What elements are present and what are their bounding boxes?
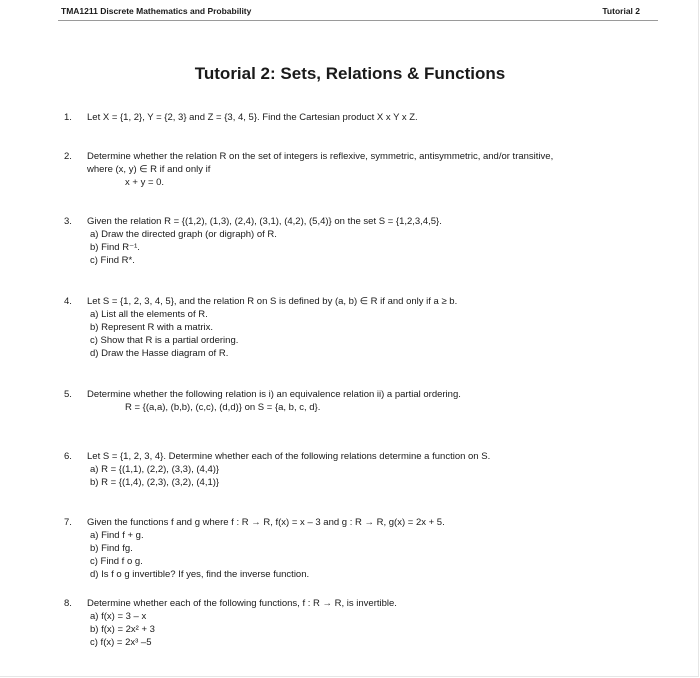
question-number: 6. [64, 451, 72, 462]
question-text: Determine whether the relation R on the set of integers is reflexive, symmetric, antisymmetric, and/or transitive, [87, 151, 554, 162]
header-divider [58, 20, 658, 21]
question-text: Let S = {1, 2, 3, 4}. Determine whether each of the following relations determine a function on S. [87, 451, 491, 462]
question-part: c) f(x) = 2x³ –5 [90, 637, 152, 648]
page-title: Tutorial 2: Sets, Relations & Functions [194, 64, 506, 83]
question-part: a) Draw the directed graph (or digraph) of R. [90, 229, 277, 240]
question-text: Determine whether each of the following functions, f : R → R, is invertible. [87, 598, 397, 609]
question-part: b) Represent R with a matrix. [90, 322, 214, 333]
question-part: d) Draw the Hasse diagram of R. [90, 348, 229, 359]
question-part: b) Find R⁻¹. [90, 242, 140, 253]
question-number: 4. [64, 296, 72, 307]
question-number: 5. [64, 389, 72, 400]
question-formula: R = {(a,a), (b,b), (c,c), (d,d)} on S = {a, b, c, d}. [125, 402, 321, 413]
question-number: 3. [64, 216, 72, 227]
question-part: a) R = {(1,1), (2,2), (3,3), (4,4)} [90, 464, 220, 475]
question-number: 2. [64, 151, 72, 162]
question-part: b) f(x) = 2x² + 3 [90, 624, 155, 635]
question-part: d) Is f o g invertible? If yes, find the inverse function. [90, 569, 310, 580]
question-text: Let X = {1, 2}, Y = {2, 3} and Z = {3, 4, 5}. Find the Cartesian product X x Y x Z. [87, 112, 418, 123]
question-number: 8. [64, 598, 72, 609]
question-text: Given the relation R = {(1,2), (1,3), (2,4), (3,1), (4,2), (5,4)} on the set S = {1,2,3,4,5}. [87, 216, 442, 227]
question-part: c) Find f o g. [90, 556, 143, 567]
header-tutorial: Tutorial 2 [602, 6, 640, 16]
question-text: Determine whether the following relation is i) an equivalence relation ii) a partial ordering. [87, 389, 461, 400]
question-text-line2: where (x, y) ∈ R if and only if [87, 164, 211, 175]
question-number: 1. [64, 112, 72, 123]
question-formula: x + y = 0. [125, 177, 165, 188]
question-text: Let S = {1, 2, 3, 4, 5}, and the relation R on S is defined by (a, b) ∈ R if and only if a ≥ b. [87, 296, 458, 307]
question-part: b) Find fg. [90, 543, 133, 554]
question-part: a) Find f + g. [90, 530, 144, 541]
question-part: c) Find R*. [90, 255, 135, 266]
question-text: Given the functions f and g where f : R → R, f(x) = x – 3 and g : R → R, g(x) = 2x + 5. [87, 517, 445, 528]
question-part: a) List all the elements of R. [90, 309, 208, 320]
question-number: 7. [64, 517, 72, 528]
question-part: a) f(x) = 3 – x [90, 611, 147, 622]
question-part: b) R = {(1,4), (2,3), (3,2), (4,1)} [90, 477, 220, 488]
header-course: TMA1211 Discrete Mathematics and Probability [61, 6, 252, 16]
question-part: c) Show that R is a partial ordering. [90, 335, 239, 346]
